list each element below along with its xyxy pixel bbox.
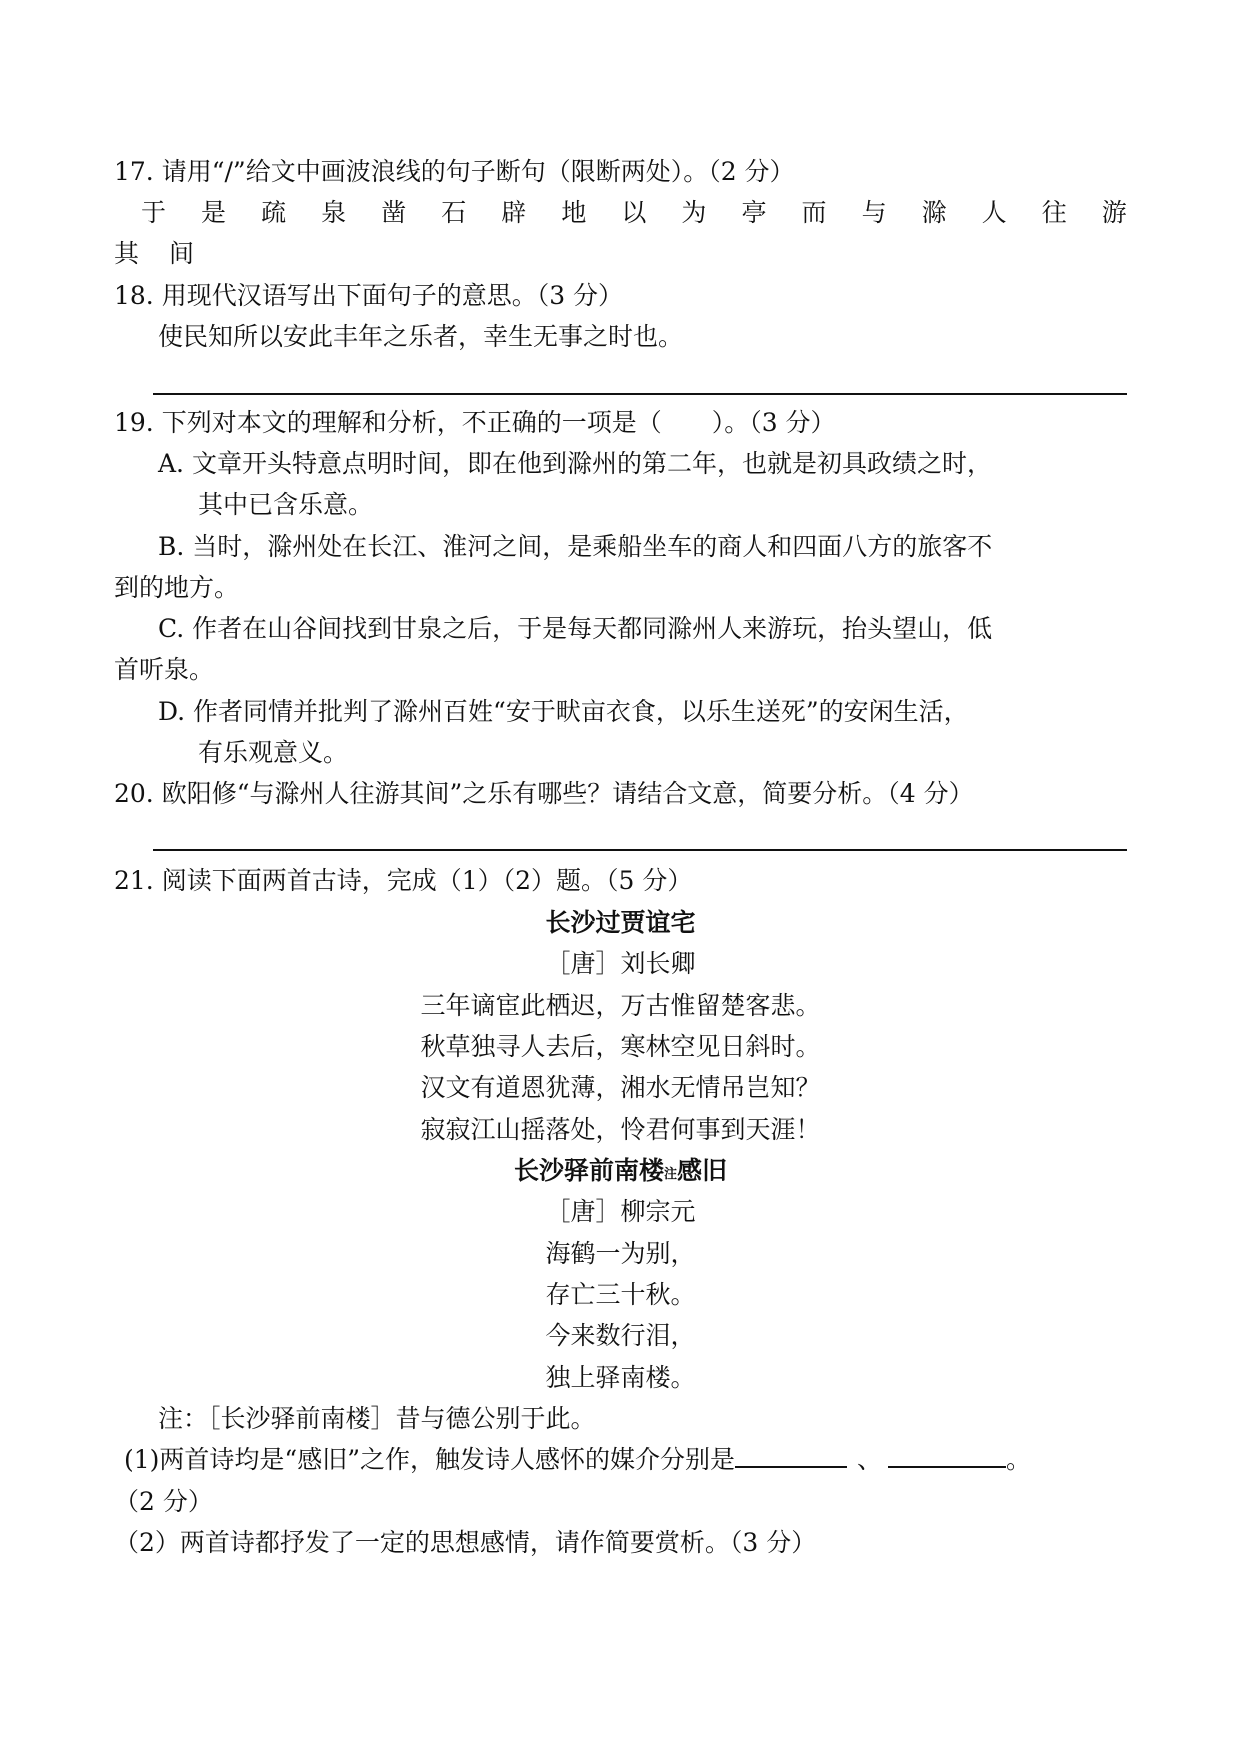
q19-option-d: D. 作者同情并批判了滁州百姓“安于畎亩衣食，以乐生送死”的安闲生活， — [158, 697, 969, 726]
q17-char: 滁 — [921, 198, 947, 227]
poem2-title-end: 感旧 — [677, 1156, 728, 1185]
q21-sub1-text: (1)两首诗均是“感旧”之作，触发诗人感怀的媒介分别是 — [124, 1445, 735, 1474]
q17-char: 泉 — [321, 198, 347, 227]
q19-option-c: C. 作者在山谷间找到甘泉之后，于是每天都同滁州人来游玩，抬头望山，低 — [158, 614, 993, 643]
q17-sentence-line1 — [141, 193, 1127, 233]
poem1-author: ［唐］刘长卿 — [545, 949, 696, 978]
q17-char: 是 — [201, 198, 227, 227]
q21-sub2: （2）两首诗都抒发了一定的思想感情，请作简要赏析。（3 分） — [114, 1528, 817, 1557]
q17-char: 石 — [441, 198, 467, 227]
q17-char: 于 — [141, 198, 167, 227]
q20-answer-line[interactable] — [153, 849, 1127, 851]
q18-sentence: 使民知所以安此丰年之乐者，幸生无事之时也。 — [158, 322, 684, 351]
q21-sub1-blank-2[interactable] — [888, 1440, 1006, 1468]
poem2-note-marker: 注 — [663, 1167, 677, 1182]
poem2-title-main: 长沙驿前南楼 — [513, 1156, 664, 1185]
q17-char: 人 — [981, 198, 1007, 227]
q17-sentence-line2 — [114, 234, 194, 274]
q20-stem: 20. 欧阳修“与滁州人往游其间”之乐有哪些？请结合文意，简要分析。（4 分） — [114, 779, 974, 808]
q21-stem: 21. 阅读下面两首古诗，完成（1）（2）题。（5 分） — [114, 866, 693, 895]
poem-footnote: 注：［长沙驿前南楼］昔与德公别于此。 — [158, 1404, 596, 1433]
q17-char: 以 — [621, 198, 647, 227]
q19-option-b: B. 当时，滁州处在长江、淮河之间，是乘船坐车的商人和四面八方的旅客不 — [158, 532, 993, 561]
q17-char: 凿 — [381, 198, 407, 227]
q19-option-c-cont: 首听泉。 — [114, 655, 215, 684]
q17-char: 而 — [801, 198, 827, 227]
poem1-line: 三年谪宦此栖迟，万古惟留楚客悲。 — [420, 991, 821, 1020]
poem2-line: 海鹤一为别， — [545, 1239, 696, 1268]
q21-sub1 — [124, 1440, 1031, 1480]
q17-stem: 17. 请用“/”给文中画波浪线的句子断句（限断两处）。（2 分） — [114, 157, 795, 186]
q19-option-d-cont: 有乐观意义。 — [198, 738, 349, 767]
poem2-author: ［唐］柳宗元 — [545, 1197, 696, 1226]
q17-char: 其 — [114, 239, 140, 268]
poem2-line: 独上驿南楼。 — [545, 1363, 696, 1392]
poem1-line: 寂寂江山摇落处，怜君何事到天涯！ — [420, 1115, 821, 1144]
q21-sub1-separator: 、 — [856, 1445, 882, 1474]
q21-sub1-score: （2 分） — [114, 1487, 213, 1516]
q18-answer-line[interactable] — [153, 393, 1127, 395]
q17-char: 辟 — [501, 198, 527, 227]
q17-char: 往 — [1041, 198, 1067, 227]
q17-char: 疏 — [261, 198, 287, 227]
q17-char: 游 — [1101, 198, 1127, 227]
q17-char: 亭 — [741, 198, 767, 227]
poem1-line: 秋草独寻人去后，寒林空见日斜时。 — [420, 1032, 821, 1061]
q19-option-b-cont: 到的地方。 — [114, 573, 240, 602]
q17-char: 地 — [561, 198, 587, 227]
poem2-line: 今来数行泪， — [545, 1321, 696, 1350]
poem1-title: 长沙过贾谊宅 — [545, 908, 696, 937]
q21-sub1-blank-1[interactable] — [735, 1440, 847, 1468]
q19-stem: 19. 下列对本文的理解和分析，不正确的一项是（ ）。（3 分） — [114, 408, 836, 437]
poem2-title — [0, 1151, 1241, 1191]
q18-stem: 18. 用现代汉语写出下面句子的意思。（3 分） — [114, 281, 624, 310]
poem1-line: 汉文有道恩犹薄，湘水无情吊岂知？ — [420, 1073, 821, 1102]
q19-option-a-cont: 其中已含乐意。 — [198, 490, 374, 519]
q19-option-a: A. 文章开头特意点明时间，即在他到滁州的第二年，也就是初具政绩之时， — [158, 449, 992, 478]
q17-char: 为 — [681, 198, 707, 227]
q17-char: 与 — [861, 198, 887, 227]
q17-char: 间 — [169, 239, 195, 268]
poem2-line: 存亡三十秋。 — [545, 1280, 696, 1309]
q21-sub1-end: 。 — [1006, 1445, 1032, 1474]
